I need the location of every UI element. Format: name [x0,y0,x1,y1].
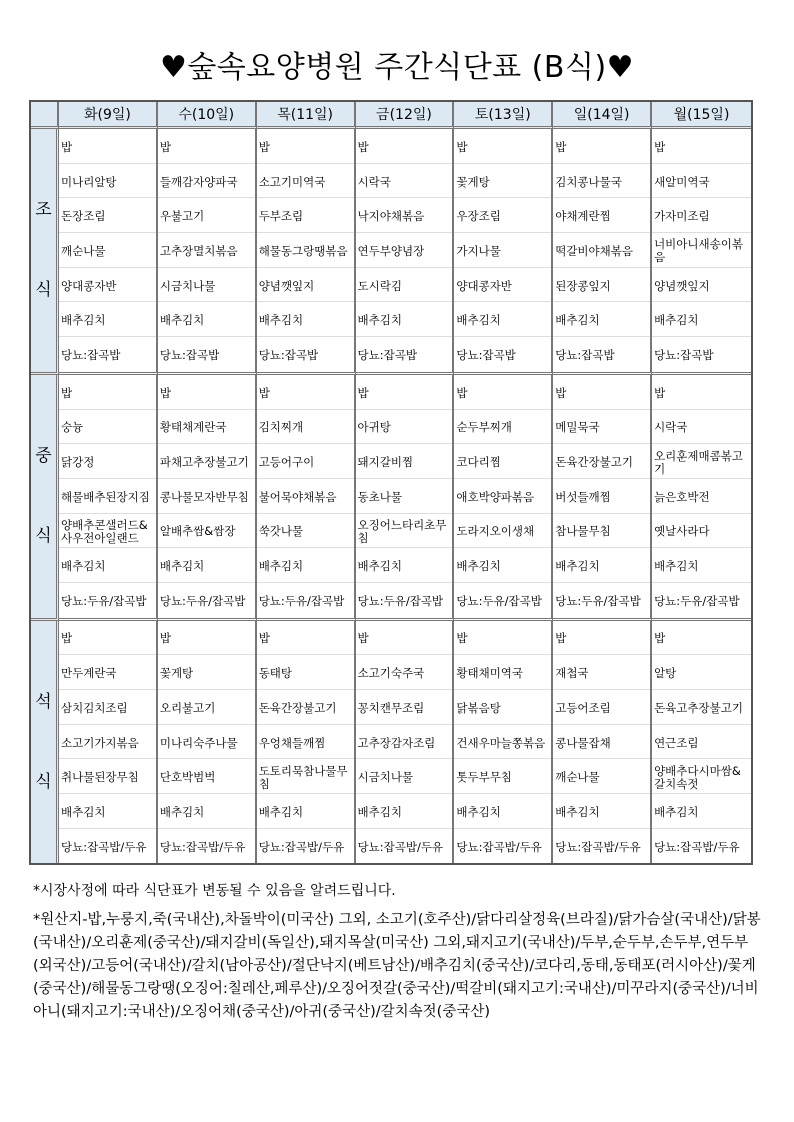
menu-item: 배추김치 [59,794,156,829]
menu-item: 배추김치 [652,548,751,583]
menu-item: 밥 [257,375,354,410]
menu-item: 시금치나물 [356,759,453,794]
menu-item: 야채계란찜 [553,198,650,233]
menu-item: 배추김치 [59,302,156,337]
origin-notice: *원산지-밥,누룽지,죽(국내산),차돌박이(미국산) 그외, 소고기(호주산)/닭다리살정육(브라질)/닭가슴살(국내산)/닭봉(국내산)/오리훈제(중국산)/돼지갈비(독일산),돼지목살(미국산) 그외,돼지고기(국내산)/두부,순두부,손두부,연두부(외국산)/고등어(국내산)/갈치(남아공산)/절단낙지(베트남산)/배추김치(중국산)/코다리,동태,동태포(러시아산)/꽃게(중국산)/해물동그랑땡(오징어:칠레산,페루산)/오징어젓갈(중국산)/떡갈비(돼지고기:국내산)/미꾸라지(중국산)/너비아니(돼지고기:국내산)/오징어채(중국산)/아귀(중국산)/갈치속젓(중국산) [33,912,761,1020]
menu-item: 소고기가지볶음 [59,725,156,760]
day-menu-cell [652,375,751,621]
menu-item: 당뇨:두유/잡곡밥 [555,594,641,609]
day-menu-cell [356,375,455,621]
day-menu-cell [158,375,257,621]
day-menu-cell [454,375,553,621]
menu-item: 당뇨:두유/잡곡밥 [159,594,246,609]
menu-item: 양대콩자반 [454,268,551,303]
day-header: 일(14일) [553,102,652,129]
menu-item: 배추김치 [454,794,551,829]
menu-item: 순두부찌개 [454,410,551,445]
menu-item: 숭늉 [59,410,156,445]
menu-item: 취나물된장무침 [59,759,156,794]
menu-item: 배추김치 [158,794,255,829]
menu-item: 밥 [553,129,650,164]
menu-item: 두부조림 [257,198,354,233]
menu-item: 가지나물 [454,233,551,268]
menu-item: 당뇨:잡곡밥 [555,348,615,363]
day-menu-cell [356,621,455,864]
day-menu-cell [454,129,553,375]
menu-item: 해물동그랑땡볶음 [257,233,354,268]
day-header: 수(10일) [158,102,257,129]
meal-row [31,129,751,375]
menu-item: 닭강정 [59,444,156,479]
menu-item: 당뇨:잡곡밥/두유 [258,840,345,855]
menu-item: 깨순나물 [59,233,156,268]
menu-item: 연근조림 [652,725,751,760]
menu-item: 미나리알탕 [59,164,156,199]
meal-row [31,621,751,864]
menu-item: 미나리숙주나물 [158,725,255,760]
menu-item: 밥 [158,129,255,164]
menu-item: 당뇨:잡곡밥 [61,348,121,363]
menu-item: 코다리찜 [454,444,551,479]
menu-item: 당뇨:잡곡밥 [456,348,516,363]
menu-item: 떡갈비야채볶음 [553,233,650,268]
page-title: ♥숲속요양병원 주간식단표 (B식)♥ [159,50,635,85]
menu-item: 고등어조림 [553,690,650,725]
menu-item: 돈장조림 [59,198,156,233]
menu-item: 밥 [454,621,551,656]
menu-item: 당뇨:잡곡밥/두유 [456,840,542,855]
menu-item: 당뇨:잡곡밥/두유 [654,840,740,855]
menu-item: 애호박양파볶음 [454,479,551,514]
menu-item: 고추장멸치볶음 [158,233,255,268]
menu-item: 해물배추된장지짐 [59,479,156,514]
menu-item: 배추김치 [356,548,453,583]
menu-item: 배추김치 [553,302,650,337]
day-menu-cell [454,621,553,864]
menu-item: 도시락김 [356,268,453,303]
menu-item: 소고기숙주국 [356,655,453,690]
menu-item: 도토리묵참나물무침 [257,759,354,794]
menu-item: 밥 [257,129,354,164]
menu-item: 꽃게탕 [454,164,551,199]
menu-item: 당뇨:두유/잡곡밥 [61,594,147,609]
day-menu-cell [59,621,158,864]
day-menu-cell [59,129,158,375]
menu-item: 밥 [652,129,751,164]
menu-item: 배추김치 [553,794,650,829]
menu-item: 콩나물잡채 [553,725,650,760]
meal-label: 석 식 [31,621,59,864]
header-corner [31,102,59,129]
day-menu-cell [652,129,751,375]
menu-item: 밥 [59,621,156,656]
menu-item: 동태탕 [257,655,354,690]
day-menu-cell [553,129,652,375]
menu-item: 김치찌개 [257,410,354,445]
menu-item: 배추김치 [356,794,453,829]
menu-item: 너비아니새송이볶음 [652,233,751,268]
menu-item: 건새우마늘쫑볶음 [454,725,551,760]
menu-item: 소고기미역국 [257,164,354,199]
menu-item: 당뇨:잡곡밥/두유 [555,840,641,855]
day-menu-cell [356,129,455,375]
day-menu-cell [59,375,158,621]
menu-item: 우엉채들깨찜 [257,725,354,760]
menu-item: 된장콩잎지 [553,268,650,303]
menu-item: 배추김치 [652,794,751,829]
menu-item: 돈육고추장불고기 [652,690,751,725]
menu-item: 밥 [652,375,751,410]
menu-item: 배추김치 [454,302,551,337]
menu-item: 만두계란국 [59,655,156,690]
menu-item: 동초나물 [356,479,453,514]
day-menu-cell [257,375,356,621]
menu-item: 양배추콘샐러드&사우전아일랜드 [59,514,156,549]
menu-item: 파채고추장불고기 [158,444,255,479]
day-header: 목(11일) [257,102,356,129]
day-header: 금(12일) [356,102,455,129]
menu-item: 배추김치 [257,302,354,337]
weekly-menu-table [29,100,753,865]
menu-item: 도라지오이생채 [454,514,551,549]
menu-item: 밥 [158,621,255,656]
menu-item: 당뇨:잡곡밥/두유 [159,840,246,855]
day-menu-cell [257,621,356,864]
menu-item: 낙지야채볶음 [356,198,453,233]
menu-item: 늙은호박전 [652,479,751,514]
menu-item: 꽁치캔무조림 [356,690,453,725]
menu-item: 당뇨:잡곡밥/두유 [357,840,444,855]
menu-item: 알배추쌈&쌈장 [158,514,255,549]
menu-item: 배추김치 [356,302,453,337]
meal-label: 조 식 [31,129,59,375]
menu-item: 우장조림 [454,198,551,233]
menu-item: 쑥갓나물 [257,514,354,549]
day-header: 월(15일) [652,102,751,129]
menu-item: 고추장감자조림 [356,725,453,760]
menu-item: 오리훈제매콤볶고기 [652,444,751,479]
menu-item: 버섯들깨찜 [553,479,650,514]
menu-item: 밥 [454,129,551,164]
day-menu-cell [257,129,356,375]
menu-item: 당뇨:두유/잡곡밥 [456,594,542,609]
day-menu-cell [553,375,652,621]
day-menu-cell [553,621,652,864]
menu-item: 배추김치 [158,548,255,583]
menu-item: 콩나물모자반무침 [158,479,255,514]
menu-item: 밥 [553,621,650,656]
menu-body [31,129,751,863]
menu-item: 양념깻잎지 [257,268,354,303]
menu-item: 당뇨:두유/잡곡밥 [357,594,444,609]
menu-item: 연두부양념장 [356,233,453,268]
menu-item: 당뇨:잡곡밥 [159,348,220,363]
menu-item: 아귀탕 [356,410,453,445]
menu-item: 황태채미역국 [454,655,551,690]
day-menu-cell [158,621,257,864]
menu-item: 우불고기 [158,198,255,233]
change-notice: *시장사정에 따라 식단표가 변동될 수 있음을 알려드립니다. [33,883,396,899]
menu-item: 시락국 [356,164,453,199]
menu-item: 양념깻잎지 [652,268,751,303]
menu-item: 밥 [356,129,453,164]
menu-item: 밥 [454,375,551,410]
menu-item: 새알미역국 [652,164,751,199]
menu-item: 시금치나물 [158,268,255,303]
menu-item: 당뇨:잡곡밥 [654,348,714,363]
menu-item: 당뇨:잡곡밥 [357,348,417,363]
menu-item: 돈육간장불고기 [257,690,354,725]
menu-item: 배추김치 [158,302,255,337]
menu-item: 황태채계란국 [158,410,255,445]
menu-item: 밥 [553,375,650,410]
menu-item: 닭볶음탕 [454,690,551,725]
day-menu-cell [652,621,751,864]
menu-item: 불어묵야채볶음 [257,479,354,514]
menu-item: 참나물무침 [553,514,650,549]
menu-item: 밥 [257,621,354,656]
menu-item: 오리불고기 [158,690,255,725]
menu-item: 배추김치 [553,548,650,583]
day-header: 화(9일) [59,102,158,129]
menu-item: 깨순나물 [553,759,650,794]
menu-item: 김치콩나물국 [553,164,650,199]
menu-item: 밥 [356,375,453,410]
meal-row [31,375,751,621]
menu-item: 톳두부무침 [454,759,551,794]
menu-item: 시락국 [652,410,751,445]
menu-item: 꽃게탕 [158,655,255,690]
menu-item: 삼치김치조림 [59,690,156,725]
menu-item: 배추김치 [257,548,354,583]
menu-item: 당뇨:잡곡밥/두유 [61,840,147,855]
day-header: 토(13일) [454,102,553,129]
menu-item: 밥 [652,621,751,656]
menu-item: 밥 [59,375,156,410]
menu-item: 고등어구이 [257,444,354,479]
menu-item: 밥 [356,621,453,656]
menu-item: 메밀묵국 [553,410,650,445]
menu-item: 옛날사라다 [652,514,751,549]
menu-item: 오징어느타리초무침 [356,514,453,549]
menu-item: 단호박범벅 [158,759,255,794]
menu-item: 배추김치 [59,548,156,583]
day-menu-cell [158,129,257,375]
day-header-row [31,102,751,129]
menu-item: 돼지갈비찜 [356,444,453,479]
menu-item: 당뇨:두유/잡곡밥 [654,594,740,609]
menu-item: 알탕 [652,655,751,690]
meal-label: 중 식 [31,375,59,621]
menu-item: 당뇨:잡곡밥 [258,348,319,363]
menu-item: 재첩국 [553,655,650,690]
menu-item: 가자미조림 [652,198,751,233]
menu-item: 양대콩자반 [59,268,156,303]
menu-item: 당뇨:두유/잡곡밥 [258,594,345,609]
menu-item: 밥 [158,375,255,410]
menu-item: 배추김치 [652,302,751,337]
menu-item: 들깨감자양파국 [158,164,255,199]
menu-item: 돈육간장불고기 [553,444,650,479]
menu-item: 밥 [59,129,156,164]
menu-item: 배추김치 [257,794,354,829]
menu-item: 배추김치 [454,548,551,583]
menu-item: 양배추다시마쌈&갈치속젓 [652,759,751,794]
